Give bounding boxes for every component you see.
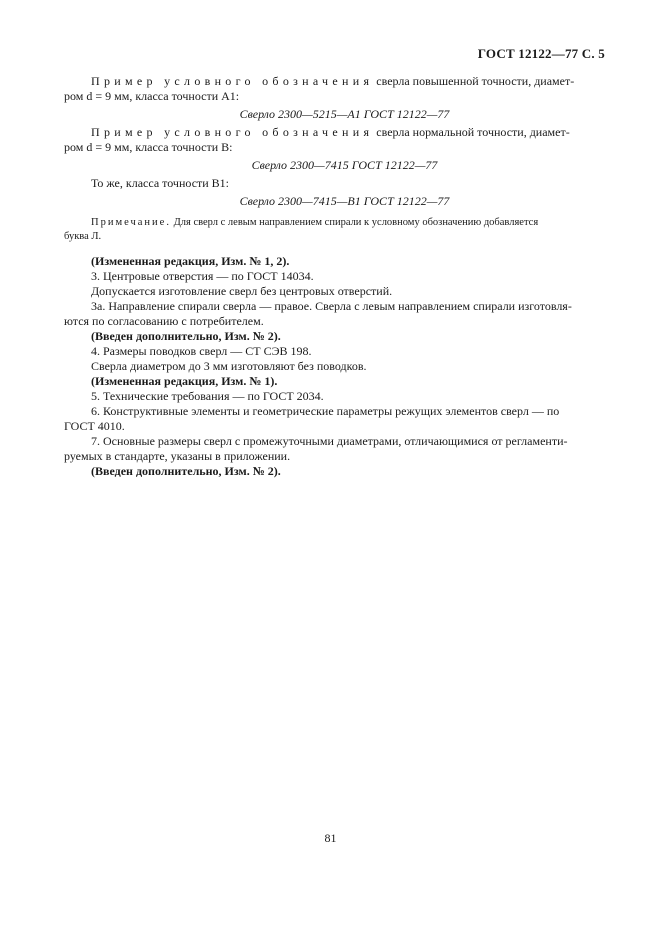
clause-3-text: Допускается изготовление сверл без центровых отверстий. [91,284,393,298]
clause-4-text: Сверла диаметром до 3 мм изготовляют без поводков. [91,359,367,373]
clause-7-line-1: 7. Основные размеры сверл с промежуточными диаметрами, отличающимися от регламенти- [91,434,568,448]
amendment-3: (Измененная редакция, Изм. № 1). [91,374,278,388]
example-3-line-1: То же, класса точности В1: [91,176,230,190]
clause-3: 3. Центровые отверстия — по ГОСТ 14034. [91,269,314,283]
page-number: 81 [324,831,337,845]
example-2-designation: Сверло 2300—7415 ГОСТ 12122—77 [251,158,438,172]
example-2-text: сверла нормальной точности, диамет- [373,125,570,139]
example-1-designation: Сверло 2300—5215—А1 ГОСТ 12122—77 [239,107,450,121]
example-1-text: сверла повышенной точности, диамет- [373,74,575,88]
example-2-label: Пример условного обозначения [91,125,374,139]
example-1-line-2: ром d = 9 мм, класса точности А1: [64,89,240,103]
amendment-2: (Введен дополнительно, Изм. № 2). [91,329,281,343]
note-line-2: буква Л. [64,231,102,242]
note-label: Примечание. [91,217,171,228]
clause-4: 4. Размеры поводков сверл — СТ СЭВ 198. [91,344,312,358]
clause-7-line-2: руемых в стандарте, указаны в приложении. [64,449,291,463]
example-1-label: Пример условного обозначения [91,74,374,88]
example-2-line-1 [91,125,598,140]
example-3-designation: Сверло 2300—7415—В1 ГОСТ 12122—77 [239,194,450,208]
amendment-1: (Измененная редакция, Изм. № 1, 2). [91,254,290,268]
document-body [64,74,598,479]
example-1-line-1 [91,74,598,89]
note-text: Для сверл с левым направлением спирали к условному обозначению добавляется [170,217,539,228]
clause-6-line-1: 6. Конструктивные элементы и геометрические параметры режущих элементов сверл — по [91,404,560,418]
example-2-line-2: ром d = 9 мм, класса точности В: [64,140,233,154]
note-line-1 [91,216,598,230]
clause-6-line-2: ГОСТ 4010. [64,419,125,433]
page-header: ГОСТ 12122—77 С. 5 [477,46,605,61]
clause-3a-line-2: ются по согласованию с потребителем. [64,314,264,328]
clause-3a-line-1: 3а. Направление спирали сверла — правое. Сверла с левым направлением спирали изготовля- [91,299,572,313]
amendment-4: (Введен дополнительно, Изм. № 2). [91,464,281,478]
clause-5: 5. Технические требования — по ГОСТ 2034. [91,389,324,403]
